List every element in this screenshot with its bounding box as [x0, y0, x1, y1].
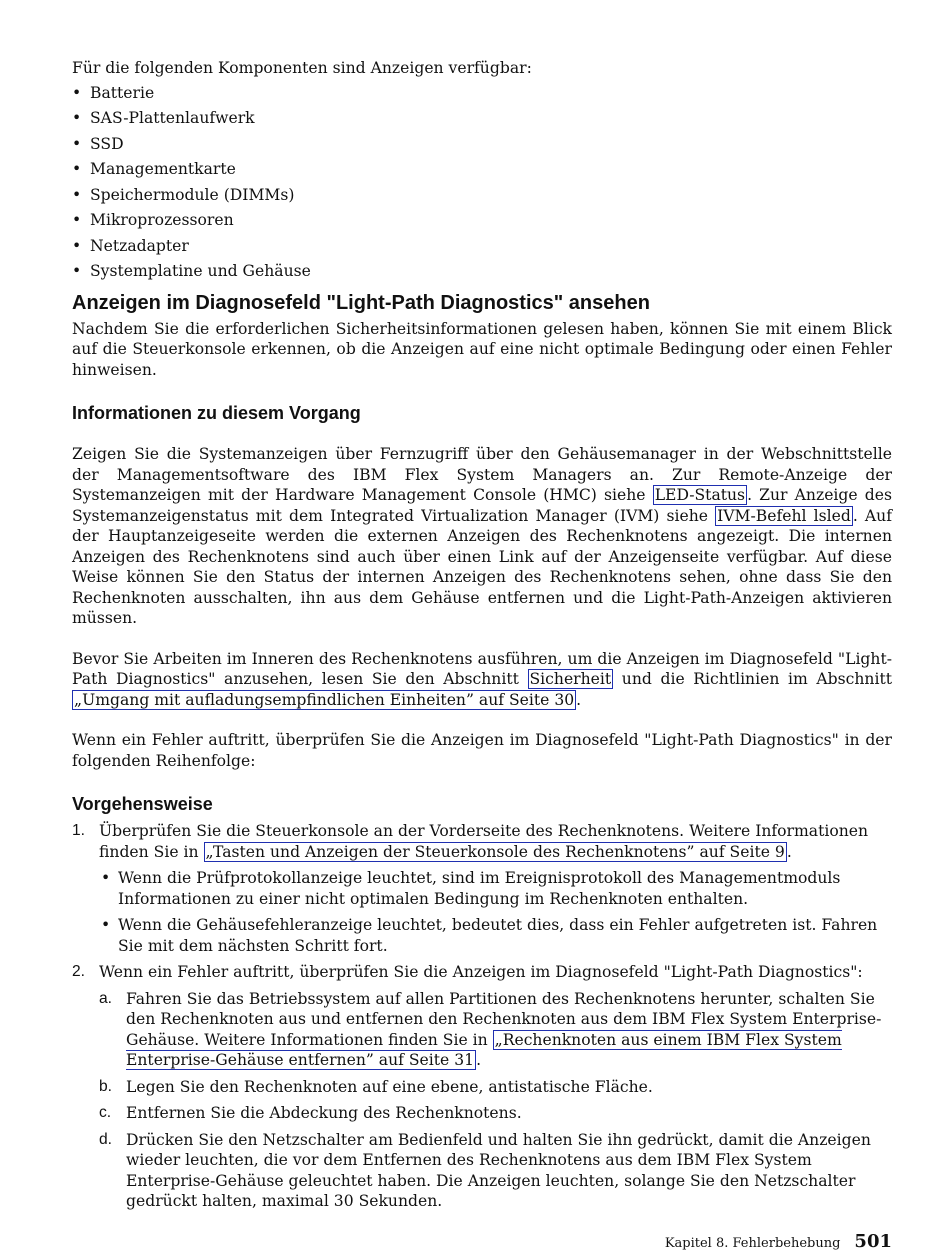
link-led-status[interactable]: LED-Status	[654, 486, 746, 504]
step-1-sublist	[99, 868, 892, 956]
info-paragraph-2	[72, 649, 892, 711]
substep-letter: d.	[99, 1130, 113, 1148]
substep-b	[99, 1077, 892, 1098]
link-control-panel[interactable]: „Tasten und Anzeigen der Steuerkonsole des Rechenknotens” auf Seite 9	[205, 842, 785, 861]
text-span: Überprüfen Sie die Steuerkonsole an der Vorderseite des Rechenknotens. Weitere Informationen finden Sie in	[99, 822, 869, 861]
info-paragraph-3: Wenn ein Fehler auftritt, überprüfen Sie die Anzeigen im Diagnosefeld "Light-Path Diagnostics" in der folgenden Reihenfolge:	[72, 731, 892, 770]
text-span: Fahren Sie das Betriebssystem auf allen Partitionen des Rechenknotens herunter, schalten Sie den Rechenknoten aus und entfernen den Rechenknoten aus dem IBM Flex System Enterprise-Gehäuse. Weitere Informationen finden Sie in	[126, 989, 882, 1049]
text-span: . Zur Anzeige des Systemanzeigenstatus mit dem Integrated Virtualization Manager (IVM) siehe	[72, 486, 892, 525]
procedure-steps	[72, 821, 892, 1212]
component-item: • Systemplatine und Gehäuse	[72, 261, 892, 282]
text-span: und die Richtlinien im Abschnitt	[613, 670, 892, 688]
substep-letter: b.	[99, 1077, 113, 1095]
component-item: • SSD	[72, 134, 892, 155]
substep-c	[99, 1103, 892, 1124]
sub-bullet: • Wenn die Gehäusefehleranzeige leuchtet, bedeutet dies, dass ein Fehler aufgetreten ist. Fahren Sie mit dem nächsten Schritt fort.	[99, 915, 892, 956]
text-span: . Auf der Hauptanzeigeseite werden die externen Anzeigen des Rechenknotens angezeigt. Die internen Anzeigen des Rechenknotens sind auch über einen Link auf der Anzeigenseite verfügbar. Auf diese Weise können Sie den Status der internen Anzeigen des Rechenknotens sehen, ohne dass Sie den Rechenknoten ausschalten, ihn aus dem Gehäuse entfernen und die Light-Path-Anzeigen aktivieren müssen.	[72, 506, 892, 627]
link-sicherheit[interactable]: Sicherheit	[529, 670, 612, 688]
link-ivm-lsled[interactable]: IVM-Befehl lsled	[717, 506, 851, 525]
text-span: .	[786, 842, 792, 861]
page-footer	[665, 1231, 892, 1252]
subsection-heading-steps: Vorgehensweise	[72, 794, 213, 814]
text-span: .	[576, 690, 582, 709]
text-span: Bevor Sie Arbeiten im Inneren des Rechenknotens ausführen, um die Anzeigen im Diagnosefeld "Light-Path Diagnostics" anzusehen, lesen Sie den Abschnitt	[72, 649, 892, 688]
text-span: Entfernen Sie die Abdeckung des Rechenknotens.	[126, 1104, 522, 1122]
intro-text: Für die folgenden Komponenten sind Anzeigen verfügbar:	[72, 59, 532, 77]
section-heading: Anzeigen im Diagnosefeld "Light-Path Diagnostics" ansehen	[72, 291, 650, 314]
text-span: Wenn ein Fehler auftritt, überprüfen Sie die Anzeigen im Diagnosefeld "Light-Path Diagnostics":	[99, 963, 863, 981]
component-item: • Speichermodule (DIMMs)	[72, 185, 892, 206]
text-span: Drücken Sie den Netzschalter am Bedienfeld und halten Sie ihn gedrückt, damit die Anzeigen wieder leuchten, die vor dem Entfernen des Rechenknotens aus dem IBM Flex System Enterprise-Gehäuse geleuchtet haben. Die Anzeigen leuchten, solange Sie den Netzschalter gedrückt halten, maximal 30 Sekunden.	[126, 1130, 871, 1210]
subsection-heading-info: Informationen zu diesem Vorgang	[72, 403, 361, 423]
substep-a	[99, 989, 892, 1071]
component-item: • Netzadapter	[72, 236, 892, 257]
text-span: Legen Sie den Rechenknoten auf eine ebene, antistatische Fläche.	[126, 1077, 653, 1096]
page-number: 501	[854, 1231, 892, 1252]
step-number: 1.	[72, 822, 86, 839]
substep-letter: c.	[99, 1104, 112, 1121]
chapter-label: Kapitel 8. Fehlerbehebung	[664, 1236, 841, 1251]
link-remove-node[interactable]: „Rechenknoten aus einem IBM Flex System Enterprise-Gehäuse entfernen” auf Seite 31	[126, 1030, 842, 1069]
sub-bullet: • Wenn die Prüfprotokollanzeige leuchtet, sind im Ereignisprotokoll des Managementmoduls Informationen zu einer nicht optimalen Bedingung im Rechenknoten enthalten.	[99, 868, 892, 909]
component-item: • SAS-Plattenlaufwerk	[72, 108, 892, 129]
component-item: • Batterie	[72, 83, 892, 104]
component-item: • Mikroprozessoren	[72, 210, 892, 231]
step-2	[72, 962, 892, 1212]
step-1	[72, 821, 892, 956]
text-span: .	[476, 1051, 482, 1069]
link-esd-handling[interactable]: „Umgang mit aufladungsempfindlichen Einheiten” auf Seite 30	[74, 690, 575, 709]
document-page	[72, 58, 892, 1218]
info-paragraph-1	[72, 444, 892, 629]
step-number: 2.	[72, 963, 86, 980]
component-list	[72, 83, 892, 282]
step-2-sublist	[99, 989, 892, 1212]
substep-letter: a.	[99, 989, 113, 1007]
component-item: • Managementkarte	[72, 159, 892, 180]
section-intro-paragraph: Nachdem Sie die erforderlichen Sicherheitsinformationen gelesen haben, können Sie mit einem Blick auf die Steuerkonsole erkennen, ob die Anzeigen auf eine nicht optimale Bedingung oder einen Fehler hinweisen.	[72, 319, 892, 379]
text-span: Zeigen Sie die Systemanzeigen über Fernzugriff über den Gehäusemanager in der Webschnittstelle der Managementsoftware des IBM Flex System Managers an. Zur Remote-Anzeige der Systemanzeigen mit der Hardware Management Console (HMC) siehe	[72, 445, 892, 504]
substep-d	[99, 1130, 892, 1212]
